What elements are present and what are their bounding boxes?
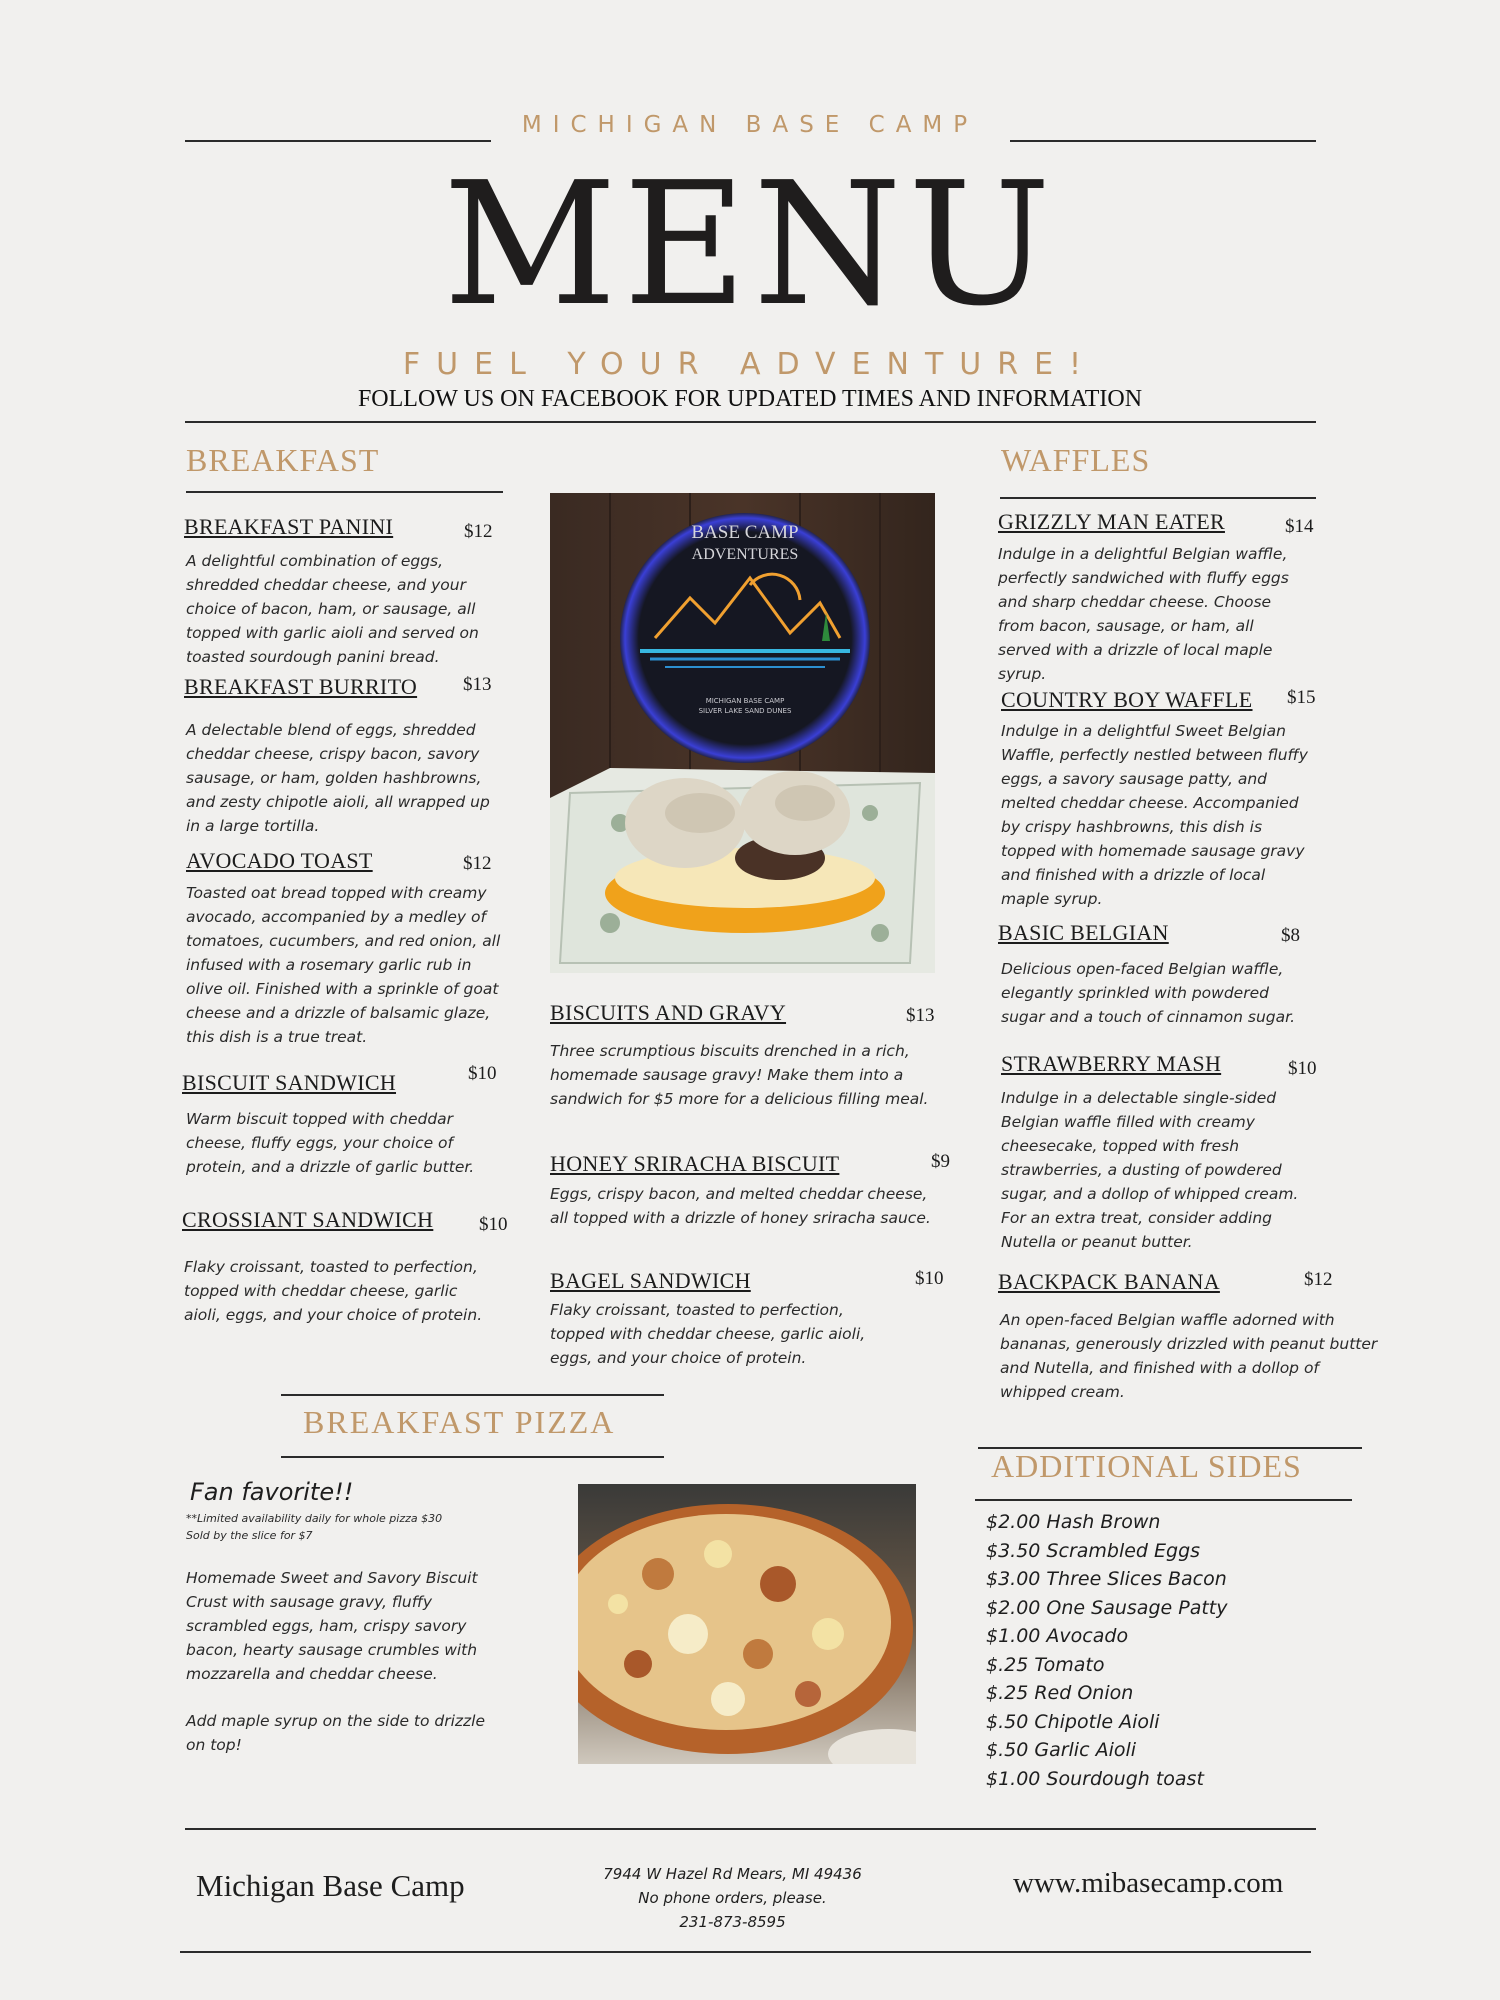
breakfast-item-name: AVOCADO TOAST [186, 848, 373, 873]
sides-heading-rule-bottom [975, 1499, 1352, 1501]
side-item: $2.00 Hash Brown [986, 1511, 1161, 1533]
waffle-item-desc: Delicious open-faced Belgian waffle, elegantly sprinkled with powdered sugar and a touch of cinnamon sugar. [1001, 960, 1295, 1026]
footer-contact [560, 1862, 905, 1934]
waffle-item-desc: Indulge in a delightful Sweet Belgian Waffle, perfectly nestled between fluffy eggs, a savory sausage patty, and melted cheddar cheese. Accompanied by crispy hashbrowns, this dish is topped with homemade sausage gravy and finished with a drizzle of local maple syrup. [1001, 722, 1308, 908]
waffle-item-desc: Indulge in a delectable single-sided Belgian waffle filled with creamy cheesecake, topped with fresh strawberries, a dusting of powdered sugar, and a dollop of whipped cream. For an extra treat, consider adding Nutella or peanut butter. [1001, 1089, 1299, 1251]
header-rule-left [185, 140, 491, 142]
pizza-desc: Homemade Sweet and Savory Biscuit Crust with sausage gravy, fluffy scrambled eggs, ham, crispy savory bacon, hearty sausage crumbles with mozzarella and cheddar cheese. [186, 1569, 478, 1683]
side-item: $3.50 Scrambled Eggs [986, 1539, 1201, 1562]
waffle-item-price: $14 [1285, 516, 1314, 537]
side-item: $1.00 Sourdough toast [986, 1767, 1204, 1790]
breakfast-item-desc: Warm biscuit topped with cheddar cheese, fluffy eggs, your choice of protein, and a drizzle of garlic butter. [186, 1110, 475, 1176]
pizza-note-whole: **Limited availability daily for whole pizza $30 [186, 1512, 443, 1525]
breakfast-item-price: $12 [463, 853, 492, 874]
breakfast-item-name: BREAKFAST PANINI [184, 514, 394, 539]
footer-website-link[interactable]: www.mibasecamp.com [1013, 1867, 1284, 1899]
waffle-item-price: $8 [1281, 925, 1300, 946]
pizza-photo-svg [578, 1484, 916, 1764]
header-rule-right [1010, 140, 1316, 142]
side-item: $.25 Tomato [986, 1653, 1105, 1676]
tagline: FUEL YOUR ADVENTURE! [402, 347, 1098, 382]
pizza-extra: Add maple syrup on the side to drizzle on top! [186, 1712, 486, 1754]
facebook-notice: FOLLOW US ON FACEBOOK FOR UPDATED TIMES AND INFORMATION [357, 386, 1143, 412]
sandwich-photo-svg [550, 493, 935, 973]
waffle-item-name: GRIZZLY MAN EATER [998, 509, 1225, 534]
center-item-desc: Flaky croissant, toasted to perfection, topped with cheddar cheese, garlic aioli, eggs, and your choice of protein. [550, 1301, 866, 1367]
waffles-heading: WAFFLES [1001, 442, 1151, 478]
header-rule-bottom [185, 421, 1316, 423]
center-item-name: BISCUITS AND GRAVY [550, 1000, 787, 1025]
sandwich-photo [550, 493, 935, 973]
footer-address: 7944 W Hazel Rd Mears, MI 49436 [603, 1865, 862, 1883]
breakfast-item-desc: A delightful combination of eggs, shredded cheddar cheese, and your choice of bacon, ham, or sausage, all topped with garlic aioli and served on toasted sourdough panini bread. [186, 552, 479, 666]
pizza-note-slice: Sold by the slice for $7 [186, 1529, 313, 1542]
side-item: $3.00 Three Slices Bacon [986, 1568, 1227, 1590]
waffle-item-price: $15 [1287, 687, 1316, 708]
side-item: $.25 Red Onion [986, 1682, 1134, 1704]
page-title: MENU [442, 146, 1058, 344]
center-item-price: $13 [906, 1005, 935, 1026]
breakfast-heading: BREAKFAST [186, 442, 380, 478]
sides-heading: ADDITIONAL SIDES [991, 1448, 1302, 1484]
footer-phone: 231-873-8595 [679, 1913, 786, 1931]
breakfast-item-name: BREAKFAST BURRITO [184, 674, 418, 699]
center-item-name: BAGEL SANDWICH [550, 1268, 751, 1293]
pizza-heading-rule-bottom [281, 1456, 664, 1458]
breakfast-item-price: $10 [479, 1214, 508, 1235]
center-item-desc: Eggs, crispy bacon, and melted cheddar cheese, all topped with a drizzle of honey sriracha sauce. [550, 1185, 931, 1227]
footer-rule-top [185, 1828, 1316, 1830]
breakfast-item-price: $12 [464, 521, 493, 542]
side-item: $1.00 Avocado [986, 1625, 1129, 1647]
waffle-item-name: STRAWBERRY MASH [1001, 1051, 1222, 1076]
brand-name: MICHIGAN BASE CAMP [521, 112, 979, 138]
breakfast-item-desc: Toasted oat bread topped with creamy avocado, accompanied by a medley of tomatoes, cucumbers, and red onion, all infused with a rosemary garlic rub in olive oil. Finished with a sprinkle of goat cheese and a drizzle of balsamic glaze, this dish is a true treat. [186, 884, 501, 1046]
breakfast-item-name: BISCUIT SANDWICH [182, 1070, 397, 1095]
waffle-item-desc: Indulge in a delightful Belgian waffle, perfectly sandwiched with fluffy eggs and sharp cheddar cheese. Choose from bacon, sausage, or ham, all served with a drizzle of local maple syrup. [998, 545, 1289, 683]
breakfast-item-price: $10 [468, 1063, 497, 1084]
fan-favorite: Fan favorite!! [190, 1478, 354, 1506]
waffle-item-price: $12 [1304, 1269, 1333, 1290]
side-item: $2.00 One Sausage Patty [986, 1596, 1228, 1619]
sides-list [986, 1508, 1326, 1793]
waffle-item-name: BACKPACK BANANA [998, 1269, 1220, 1294]
waffles-heading-rule [1000, 497, 1316, 499]
breakfast-item-name: CROSSIANT SANDWICH [182, 1207, 434, 1232]
sign-small2: SILVER LAKE SAND DUNES [698, 707, 792, 715]
center-item-desc: Three scrumptious biscuits drenched in a rich, homemade sausage gravy! Make them into a sandwich for $5 more for a delicious filling meal. [550, 1042, 929, 1108]
breakfast-heading-rule [186, 491, 503, 493]
pizza-heading-rule-top [281, 1394, 664, 1396]
waffle-item-name: COUNTRY BOY WAFFLE [1001, 687, 1253, 712]
pizza-photo [578, 1484, 916, 1764]
side-item: $.50 Chipotle Aioli [986, 1710, 1160, 1733]
side-item: $.50 Garlic Aioli [986, 1739, 1137, 1761]
sign-line1: BASE CAMP [691, 522, 799, 543]
breakfast-item-desc: A delectable blend of eggs, shredded cheddar cheese, crispy bacon, savory sausage, or ham, golden hashbrowns, and zesty chipotle aioli, all wrapped up in a large tortilla. [186, 721, 490, 835]
sign-line2: ADVENTURES [691, 546, 799, 563]
waffle-item-name: BASIC BELGIAN [998, 920, 1169, 945]
breakfast-item-desc: Flaky croissant, toasted to perfection, topped with cheddar cheese, garlic aioli, eggs, and your choice of protein. [184, 1258, 483, 1324]
footer-no-phone: No phone orders, please. [638, 1889, 827, 1907]
footer-business-name: Michigan Base Camp [196, 1868, 465, 1903]
waffle-item-price: $10 [1288, 1058, 1317, 1079]
waffle-item-desc: An open-faced Belgian waffle adorned with bananas, generously drizzled with peanut butter and Nutella, and finished with a dollop of whipped cream. [1000, 1311, 1378, 1401]
breakfast-item-price: $13 [463, 674, 492, 695]
pizza-heading: BREAKFAST PIZZA [303, 1404, 616, 1440]
sign-small1: MICHIGAN BASE CAMP [705, 697, 785, 705]
center-item-name: HONEY SRIRACHA BISCUIT [550, 1151, 840, 1176]
footer-rule-bottom [180, 1951, 1311, 1953]
center-item-price: $10 [915, 1268, 944, 1289]
center-item-price: $9 [931, 1151, 950, 1172]
